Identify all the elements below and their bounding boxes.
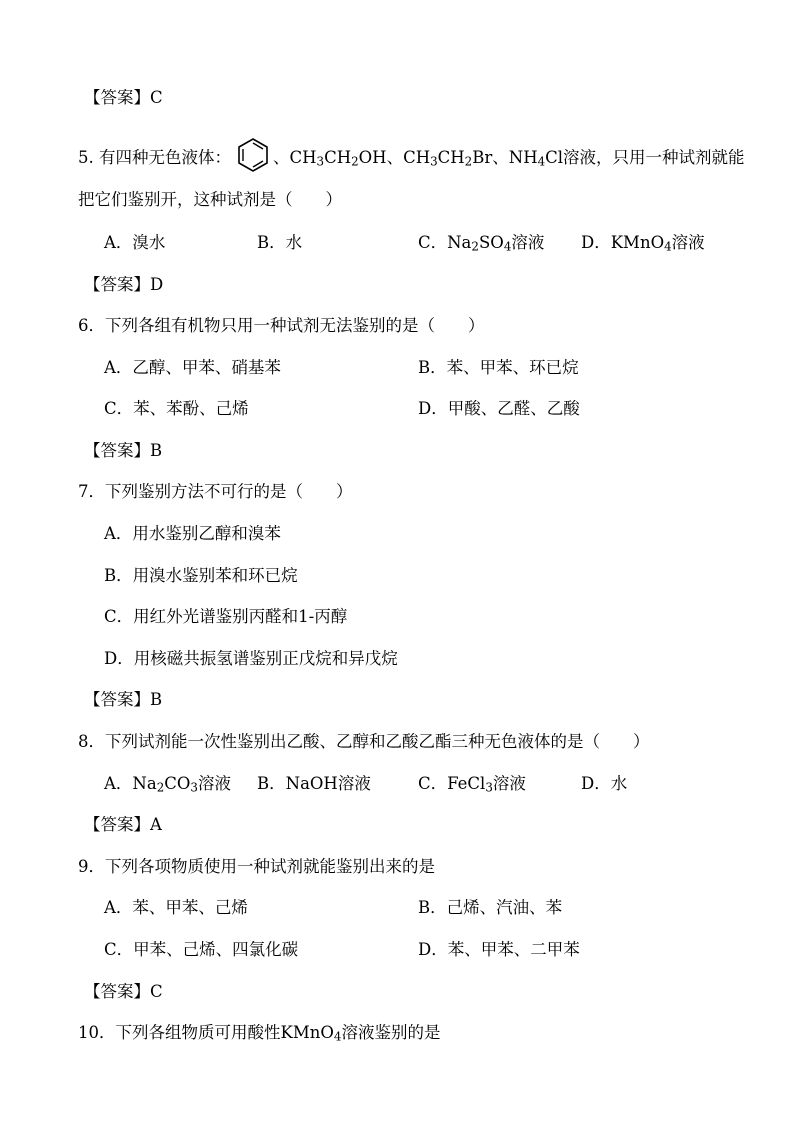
option-c: C．$Na_2SO_4$溶液 bbox=[418, 233, 545, 254]
answer-value: D bbox=[150, 275, 164, 294]
option-b: B．苯、甲苯、环已烷 bbox=[418, 358, 579, 377]
option-c: C．苯、苯酚、己烯 bbox=[104, 399, 249, 418]
separator: 、 bbox=[273, 148, 290, 167]
answer-line-q8 bbox=[84, 813, 162, 837]
answer-value: C bbox=[150, 982, 163, 1001]
answer-value: B bbox=[150, 441, 163, 460]
answer-label: 【答案】 bbox=[84, 815, 150, 834]
option-d: D．甲酸、乙醛、乙酸 bbox=[418, 399, 580, 418]
option-c: C．甲苯、己烯、四氯化碳 bbox=[104, 940, 299, 959]
question-5-stem bbox=[78, 137, 745, 180]
separator: 、 bbox=[492, 148, 509, 167]
option-d: D．用核磁共振氢谱鉴别正戊烷和异戊烷 bbox=[104, 649, 398, 668]
option-a: A．乙醇、甲苯、硝基苯 bbox=[104, 358, 281, 377]
answer-value: B bbox=[150, 690, 163, 709]
answer-value: C bbox=[150, 88, 163, 107]
answer-line-q7 bbox=[84, 688, 162, 712]
answer-label: 【答案】 bbox=[84, 441, 150, 460]
formula-ethanol: $CH_3CH_2OH$ bbox=[289, 148, 387, 169]
option-b: B．用溴水鉴别苯和环已烷 bbox=[104, 566, 298, 585]
option-b: B．己烯、汽油、苯 bbox=[418, 898, 563, 917]
answer-label: 【答案】 bbox=[84, 982, 150, 1001]
answer-line-q6 bbox=[84, 439, 162, 463]
separator: 、 bbox=[386, 148, 404, 167]
formula-bromoethane: $CH_3CH_2Br$ bbox=[403, 148, 493, 169]
question-number: 5. bbox=[78, 148, 94, 167]
answer-label: 【答案】 bbox=[84, 690, 150, 709]
question-5-stem-line2: 把它们鉴别开，这种试剂是（ ） bbox=[78, 190, 342, 209]
answer-value: A bbox=[150, 815, 162, 834]
answer-line-q9 bbox=[84, 980, 163, 1004]
formula-ammonium-chloride: $NH_4Cl$溶液，只用一种试剂就能 bbox=[508, 148, 745, 169]
option-b: B．水 bbox=[257, 233, 303, 252]
question-9-stem: 9．下列各项物质使用一种试剂就能鉴别出来的是 bbox=[78, 857, 435, 876]
answer-line-q5 bbox=[84, 273, 163, 297]
option-b: B．NaOH溶液 bbox=[257, 774, 371, 793]
option-a: A．用水鉴别乙醇和溴苯 bbox=[104, 524, 281, 543]
option-d: D．苯、甲苯、二甲苯 bbox=[418, 940, 580, 959]
question-7-stem: 7．下列鉴别方法不可行的是（ ） bbox=[78, 482, 353, 501]
option-a: A．溴水 bbox=[104, 233, 166, 252]
answer-label: 【答案】 bbox=[84, 88, 150, 107]
question-6-stem: 6．下列各组有机物只用一种试剂无法鉴别的是（ ） bbox=[78, 316, 485, 335]
option-c: C．FeCl$_3$溶液 bbox=[418, 774, 526, 795]
question-stem-prefix: 有四种无色液体： bbox=[99, 148, 231, 167]
option-a: A．苯、甲苯、己烯 bbox=[104, 898, 248, 917]
option-a: A．$Na_2CO_3$溶液 bbox=[104, 774, 231, 795]
answer-label: 【答案】 bbox=[84, 275, 150, 294]
question-10-stem: 10．下列各组物质可用酸性KMnO$_4$溶液鉴别的是 bbox=[78, 1023, 441, 1044]
option-c: C．用红外光谱鉴别丙醛和1-丙醇 bbox=[104, 607, 348, 626]
option-d: D．水 bbox=[581, 774, 628, 793]
option-d: D．KMnO$_4$溶液 bbox=[581, 233, 705, 254]
question-8-stem: 8．下列试剂能一次性鉴别出乙酸、乙醇和乙酸乙酯三种无色液体的是（ ） bbox=[78, 732, 650, 751]
benzene-ring-icon bbox=[235, 137, 271, 180]
answer-line-q4 bbox=[84, 86, 163, 110]
